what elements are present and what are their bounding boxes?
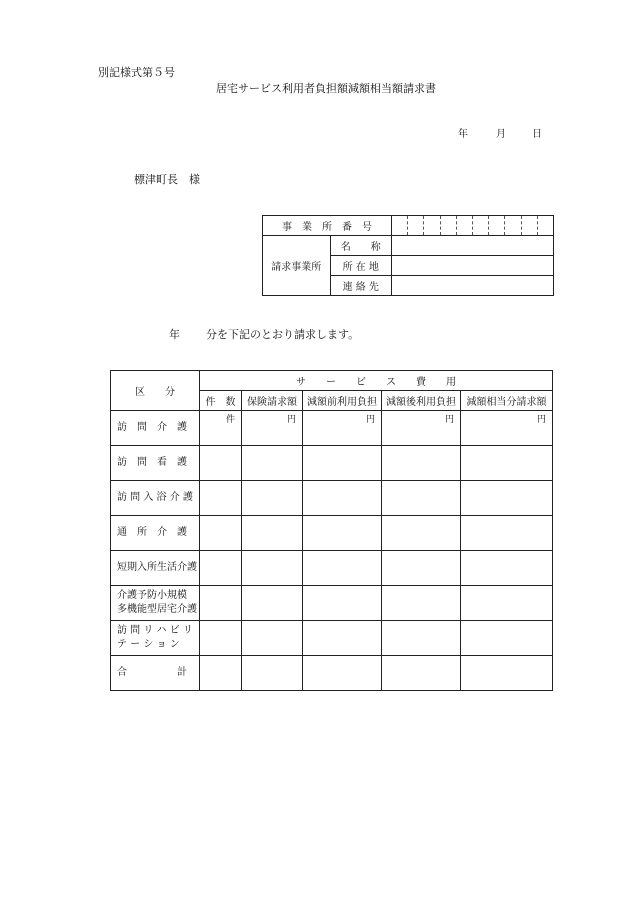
amount-cell[interactable] bbox=[461, 551, 553, 586]
amount-cell[interactable] bbox=[200, 621, 242, 656]
row-label: 訪 問 リ ハ ビ リ テ ー シ ョ ン bbox=[111, 621, 200, 656]
amount-cell[interactable] bbox=[200, 551, 242, 586]
document-title: 居宅サービス利用者負担額減額相当額請求書 bbox=[216, 82, 436, 95]
col-post-reduction-header: 減額後利用負担 bbox=[382, 391, 461, 411]
amount-cell[interactable] bbox=[303, 621, 382, 656]
office-number-label: 事 業 所 番 号 bbox=[263, 216, 392, 236]
amount-cell[interactable] bbox=[242, 446, 303, 481]
date-year: 年 bbox=[458, 129, 468, 140]
unit-label: 円 bbox=[286, 415, 296, 425]
unit-label: 円 bbox=[365, 415, 375, 425]
amount-cell[interactable] bbox=[382, 551, 461, 586]
amount-cell[interactable] bbox=[200, 411, 242, 446]
table-row bbox=[111, 481, 553, 516]
col-count-header: 件 数 bbox=[200, 391, 242, 411]
office-info-table bbox=[262, 215, 554, 296]
service-cost-table bbox=[110, 370, 553, 691]
unit-label: 件 bbox=[225, 415, 235, 425]
amount-cell[interactable] bbox=[200, 656, 242, 691]
amount-cell[interactable] bbox=[461, 586, 553, 621]
name-label: 名 称 bbox=[330, 236, 391, 256]
date-day: 日 bbox=[532, 129, 542, 140]
addressee: 標津町長 様 bbox=[134, 173, 200, 186]
amount-cell[interactable] bbox=[382, 586, 461, 621]
amount-cell[interactable] bbox=[200, 516, 242, 551]
amount-cell[interactable] bbox=[200, 481, 242, 516]
amount-cell[interactable] bbox=[242, 586, 303, 621]
table-row bbox=[111, 586, 553, 621]
amount-cell[interactable] bbox=[242, 481, 303, 516]
row-label: 訪 問 介 護 bbox=[111, 411, 200, 446]
col-pre-reduction-header: 減額前利用負担 bbox=[303, 391, 382, 411]
address-field[interactable] bbox=[392, 256, 554, 276]
amount-cell[interactable] bbox=[303, 551, 382, 586]
contact-label: 連 絡 先 bbox=[330, 276, 391, 296]
amount-cell[interactable] bbox=[461, 516, 553, 551]
row-label: 訪 問 入 浴 介 護 bbox=[111, 481, 200, 516]
amount-cell[interactable] bbox=[242, 411, 303, 446]
request-year: 年 bbox=[169, 328, 180, 341]
name-field[interactable] bbox=[392, 236, 554, 256]
amount-cell[interactable] bbox=[461, 621, 553, 656]
table-row bbox=[111, 551, 553, 586]
amount-cell[interactable] bbox=[382, 621, 461, 656]
amount-cell[interactable] bbox=[382, 516, 461, 551]
amount-cell[interactable] bbox=[303, 446, 382, 481]
amount-cell[interactable] bbox=[242, 621, 303, 656]
form-number: 別記様式第５号 bbox=[98, 66, 175, 79]
table-row bbox=[111, 516, 553, 551]
office-number-field[interactable] bbox=[392, 216, 554, 236]
amount-cell[interactable] bbox=[303, 586, 382, 621]
contact-field[interactable] bbox=[392, 276, 554, 296]
row-label: 介護予防小規模 多機能型居宅介護 bbox=[111, 586, 200, 621]
table-row bbox=[111, 411, 553, 446]
table-row bbox=[111, 621, 553, 656]
amount-cell[interactable] bbox=[382, 481, 461, 516]
amount-cell[interactable] bbox=[461, 656, 553, 691]
amount-cell[interactable] bbox=[382, 446, 461, 481]
col-insurance-claim-header: 保険請求額 bbox=[242, 391, 303, 411]
request-text: 分を下記のとおり請求します。 bbox=[206, 328, 360, 341]
amount-cell[interactable] bbox=[200, 586, 242, 621]
amount-cell[interactable] bbox=[242, 656, 303, 691]
address-label: 所 在 地 bbox=[330, 256, 391, 276]
service-cost-header: サ ー ビ ス 費 用 bbox=[200, 371, 553, 391]
amount-cell[interactable] bbox=[200, 446, 242, 481]
unit-label: 円 bbox=[536, 415, 546, 425]
col-reduction-claim-header: 減額相当分請求額 bbox=[461, 391, 553, 411]
amount-cell[interactable] bbox=[382, 411, 461, 446]
claim-office-label: 請求事業所 bbox=[263, 236, 331, 296]
row-label: 合 計 bbox=[111, 656, 200, 691]
amount-cell[interactable] bbox=[303, 411, 382, 446]
amount-cell[interactable] bbox=[461, 446, 553, 481]
unit-label: 円 bbox=[444, 415, 454, 425]
amount-cell[interactable] bbox=[303, 481, 382, 516]
row-label: 短期入所生活介護 bbox=[111, 551, 200, 586]
amount-cell[interactable] bbox=[461, 411, 553, 446]
category-header: 区 分 bbox=[111, 371, 200, 411]
amount-cell[interactable] bbox=[242, 516, 303, 551]
table-row bbox=[111, 656, 553, 691]
row-label: 訪 問 看 護 bbox=[111, 446, 200, 481]
table-row bbox=[111, 446, 553, 481]
row-label: 通 所 介 護 bbox=[111, 516, 200, 551]
amount-cell[interactable] bbox=[461, 481, 553, 516]
amount-cell[interactable] bbox=[242, 551, 303, 586]
date-month: 月 bbox=[496, 129, 506, 140]
amount-cell[interactable] bbox=[382, 656, 461, 691]
amount-cell[interactable] bbox=[303, 516, 382, 551]
amount-cell[interactable] bbox=[303, 656, 382, 691]
